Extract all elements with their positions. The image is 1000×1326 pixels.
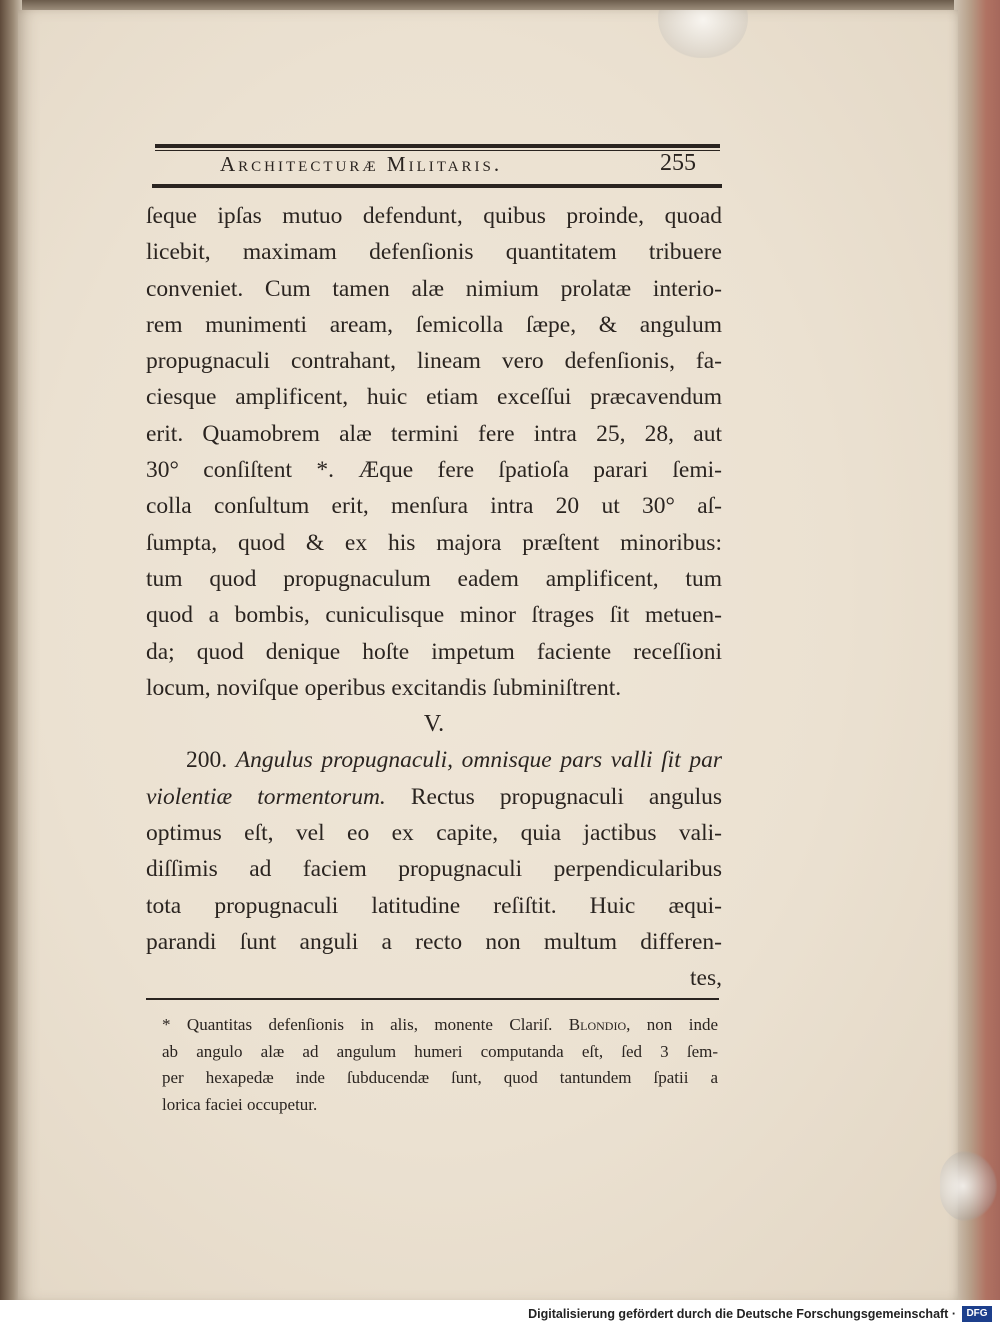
text-line: ſeque ipſas mutuo defendunt, quibus proinde, quoad <box>146 203 722 229</box>
text-line: optimus eſt, vel eo ex capite, quia jactibus vali- <box>146 820 722 847</box>
paragraph-text: Rectus propugnaculi angulus <box>410 783 722 810</box>
text-line: da; quod denique hoſte impetum faciente receſſioni <box>146 638 722 665</box>
italic-heading-part1: Angulus propugnaculi, omnisque pars valli ſit par <box>235 747 722 774</box>
page-number: 255 <box>660 150 696 176</box>
italic-heading-part2: violentiæ tormentorum. <box>146 783 386 810</box>
paragraph-number: 200. <box>186 747 228 774</box>
text-line: 30° conſiſtent *. Æque fere ſpatioſa parari ſemi- <box>146 457 722 484</box>
page-clip-top <box>658 10 748 58</box>
header-rule-top-thin <box>155 150 720 151</box>
footnote-line: lorica faciei occupetur. <box>162 1094 318 1114</box>
footnote-author-name: Blondio <box>568 1015 627 1034</box>
text-line: rem munimenti aream, ſemicolla ſæpe, & angulum <box>146 311 722 338</box>
text-line: erit. Quamobrem alæ termini fere intra 25, 28, aut <box>146 420 722 447</box>
catchword: tes, <box>690 965 722 992</box>
text-line: parandi ſunt anguli a recto non multum differen- <box>146 928 722 955</box>
header-rule-bottom <box>152 184 722 188</box>
text-line: ciesque amplificent, huic etiam exceſſui præcavendum <box>146 384 722 411</box>
text-line: propugnaculi contrahant, lineam vero defenſionis, fa- <box>146 348 722 375</box>
text-line: conveniet. Cum tamen alæ nimium prolatæ interio- <box>146 275 722 302</box>
section-numeral: V. <box>423 711 445 738</box>
text-line: locum, noviſque operibus excitandis ſubminiſtrent. <box>146 674 622 701</box>
footnote-text: , non inde <box>626 1015 718 1034</box>
footnote-line: ab angulo alæ ad angulum humeri computanda eſt, ſed 3 ſem- <box>162 1041 718 1061</box>
text-line: quod a bombis, cuniculisque minor ſtrages ſit metuen- <box>146 602 722 629</box>
body-text <box>146 198 722 997</box>
footnote-line <box>162 1012 718 1039</box>
paragraph-first-line <box>146 742 722 778</box>
text-line: licebit, maximam defenſionis quantitatem tribuere <box>146 239 722 266</box>
paragraph-second-line <box>146 779 722 815</box>
header-rule-top <box>155 144 720 148</box>
dfg-logo: DFG <box>962 1306 992 1322</box>
footnote-text: * Quantitas defenſionis in alis, monente Clariſ. <box>162 1015 553 1034</box>
digitization-credit: Digitalisierung gefördert durch die Deutsche Forschungsgemeinschaft · <box>528 1307 956 1321</box>
text-line: tum quod propugnaculum eadem amplificent, tum <box>146 565 722 592</box>
text-line: colla conſultum erit, menſura intra 20 ut 30° aſ- <box>146 493 722 520</box>
text-line: diſſimis ad faciem propugnaculi perpendicularibus <box>146 856 722 883</box>
text-line: tota propugnaculi latitudine reſiſtit. Huic æqui- <box>146 892 722 919</box>
running-head: Architecturæ Militaris. <box>220 152 503 176</box>
page-clip-right <box>940 1150 998 1222</box>
footnote <box>162 1012 718 1118</box>
footnote-line: per hexapedæ inde ſubducendæ ſunt, quod tantundem ſpatii a <box>162 1068 718 1087</box>
text-line: ſumpta, quod & ex his majora præſtent minoribus: <box>146 529 722 556</box>
book-page-edges <box>954 0 1000 1326</box>
footnote-rule <box>146 998 719 1000</box>
